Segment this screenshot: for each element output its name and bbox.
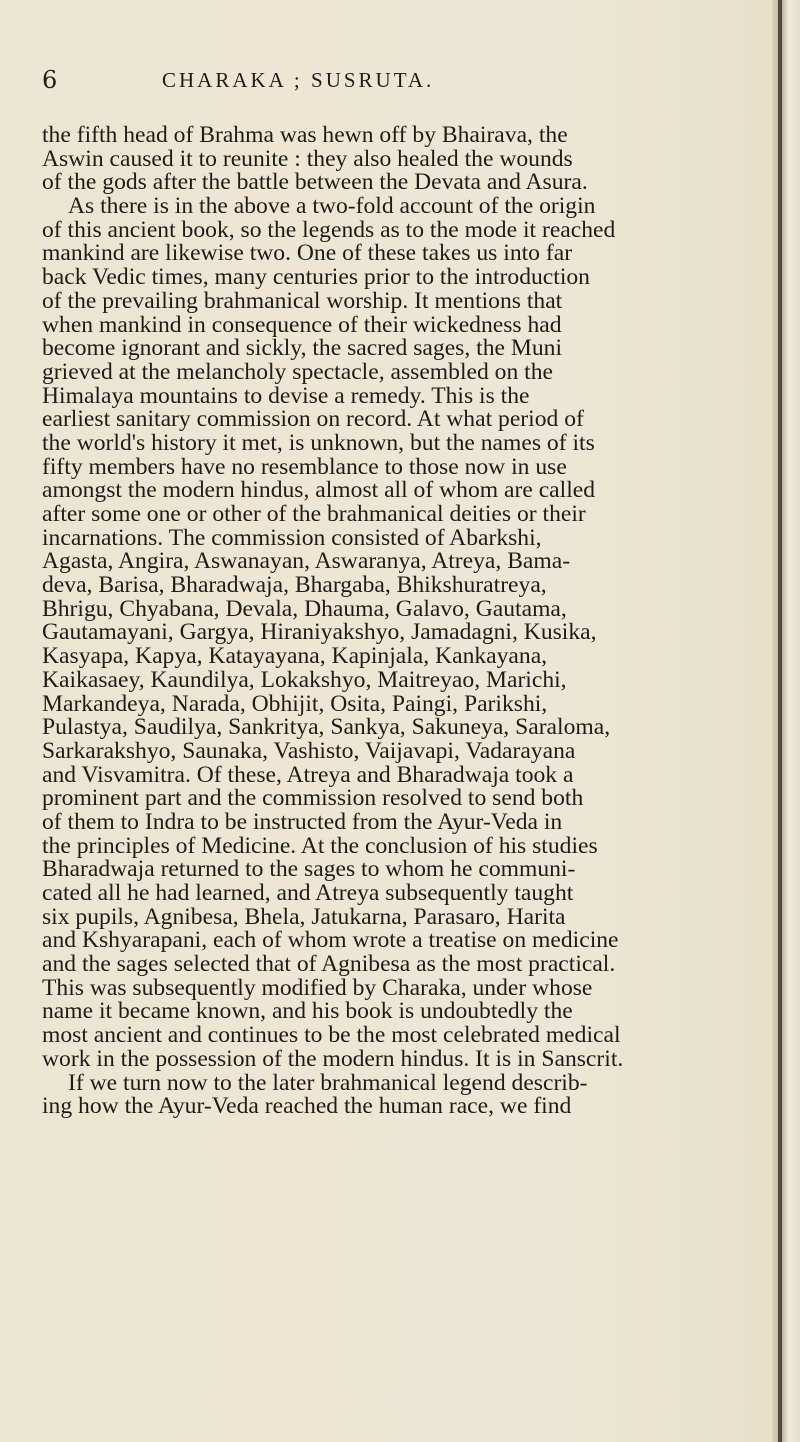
text-line: of the prevailing brahmanical worship. It mentions that — [42, 289, 563, 314]
text-line: and Kshyarapani, each of whom wrote a treatise on medicine — [42, 929, 619, 954]
text-line: of them to Indra to be instructed from the Ayur-Veda in — [42, 810, 563, 835]
text-line: incarnations. The commission consisted of Abarkshi, — [42, 526, 542, 551]
text-line: deva, Barisa, Bharadwaja, Bhargaba, Bhikshuratreya, — [42, 574, 547, 598]
text-line: As there is in the above a two-fold account of the origin — [68, 195, 596, 219]
binding-edge — [778, 0, 782, 1442]
text-line: after some one or other of the brahmanical deities or their — [42, 503, 586, 527]
text-line: Gautamayani, Gargya, Hiraniyakshyo, Jamadagni, Kusika, — [42, 621, 597, 646]
text-line: cated all he had learned, and Atreya subsequently taught — [42, 882, 574, 906]
text-line: Kasyapa, Kapya, Katayayana, Kapinjala, Kankayana, — [42, 645, 548, 669]
text-line: back Vedic times, many centuries prior to the introduction — [42, 266, 590, 290]
text-line: amongst the modern hindus, almost all of whom are called — [42, 479, 596, 503]
text-line: grieved at the melancholy spectacle, assembled on the — [42, 360, 553, 385]
text-line: earliest sanitary commission on record. At what period of — [42, 408, 584, 432]
text-line: Agasta, Angira, Aswanayan, Aswaranya, Atreya, Bama- — [42, 550, 571, 575]
text-line: Bharadwaja returned to the sages to whom he communi- — [42, 858, 576, 882]
text-line: become ignorant and sickly, the sacred sages, the Muni — [42, 337, 562, 361]
text-line: name it became known, and his book is undoubtedly the — [42, 1000, 573, 1025]
text-line: Pulastya, Saudilya, Sankritya, Sankya, Sakuneya, Saraloma, — [42, 716, 611, 740]
text-line: ing how the Ayur-Veda reached the human race, we find — [42, 1095, 572, 1119]
text-line: of this ancient book, so the legends as to the mode it reached — [42, 218, 616, 243]
text-line: Bhrigu, Chyabana, Devala, Dhauma, Galavo, Gautama, — [42, 597, 567, 622]
text-line: work in the possession of the modern hindus. It is in Sanscrit. — [42, 1047, 624, 1072]
text-line: If we turn now to the later brahmanical legend describ- — [68, 1071, 588, 1096]
text-line: the fifth head of Brahma was hewn off by Bhairava, the — [42, 124, 568, 148]
text-line: the principles of Medicine. At the conclusion of his studies — [42, 834, 598, 859]
text-line: Kaikasaey, Kaundilya, Lokakshyo, Maitreyao, Marichi, — [42, 668, 567, 693]
text-line: of the gods after the battle between the Devata and Asura. — [42, 171, 588, 196]
page-number: 6 — [42, 66, 59, 94]
text-line: Aswin caused it to reunite : they also healed the wounds — [42, 147, 573, 172]
text-line: and the sages selected that of Agnibesa as the most practical. — [42, 953, 616, 977]
text-line: when mankind in consequence of their wickedness had — [42, 313, 562, 338]
text-line: prominent part and the commission resolved to send both — [42, 787, 584, 811]
text-line: and Visvamitra. Of these, Atreya and Bharadwaja took a — [42, 763, 574, 788]
text-line: This was subsequently modified by Charaka, under whose — [42, 976, 593, 1001]
text-line: fifty members have no resemblance to those now in use — [42, 455, 567, 480]
text-line: mankind are likewise two. One of these takes us into far — [42, 242, 573, 267]
text-line: most ancient and continues to be the most celebrated medical — [42, 1024, 621, 1048]
text-line: Sarkarakshyo, Saunaka, Vashisto, Vaijavapi, Vadarayana — [42, 739, 576, 764]
running-head: CHARAKA ; SUSRUTA. — [162, 68, 435, 92]
text-line: Himalaya mountains to devise a remedy. This is the — [42, 384, 530, 409]
text-line: six pupils, Agnibesa, Bhela, Jatukarna, Parasaro, Harita — [42, 905, 566, 930]
text-line: the world's history it met, is unknown, but the names of its — [42, 431, 595, 456]
book-gutter — [772, 0, 800, 1442]
page-header — [42, 66, 762, 96]
body-text — [42, 124, 794, 1119]
text-line: Markandeya, Narada, Obhijit, Osita, Paingi, Parikshi, — [42, 692, 548, 717]
